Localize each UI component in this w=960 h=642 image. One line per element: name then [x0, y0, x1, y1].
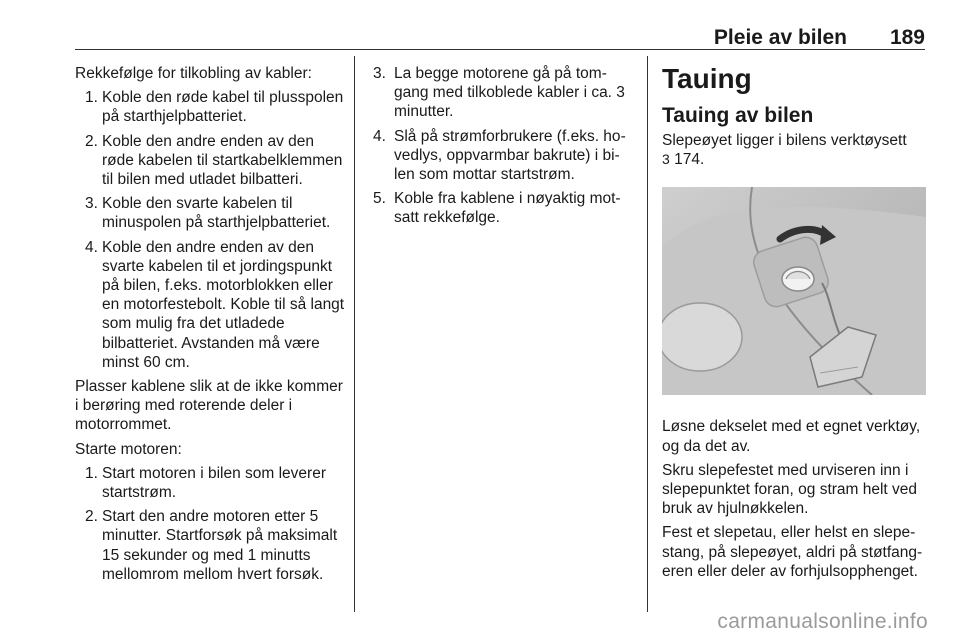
- start-intro: Starte motoren:: [75, 440, 182, 458]
- column-2: [373, 64, 635, 233]
- step-text: Start motoren i bilen som leverer startstrøm.: [102, 464, 326, 502]
- step-number: 4.: [85, 238, 98, 256]
- list-item: [373, 189, 635, 227]
- step-number: 5.: [373, 190, 386, 208]
- header-rule: [75, 49, 925, 50]
- step-text: Koble den andre enden av den svarte kabelen til et jordingspunkt på bilen, f.eks. motorblokken eller en motorfestebolt. Koble til så langt som mulig fra det utladede bilbatteriet. Avstanden må være minst 60 cm.: [102, 238, 345, 371]
- cable-order-intro: Rekkefølge for tilkobling av kabler:: [75, 65, 312, 82]
- subsection-heading: Tauing av bilen: [662, 104, 814, 127]
- continued-steps-list: [373, 64, 635, 228]
- step-text: Koble den røde kabel til plusspolen på starthjelpbatteriet.: [102, 89, 344, 126]
- step-text: La begge motorene gå på tomgang med tilkoblede kabler i ca. 3 minutter.: [394, 65, 625, 121]
- step-number: 3.: [85, 195, 98, 213]
- cable-steps-list: [75, 88, 347, 372]
- step-text: Start den andre motoren etter 5 minutter. Startforsøk på maksimalt 15 sekunder og med 1 minutts mellomrom mellom hvert forsøk.: [102, 508, 338, 583]
- page-reference-arrow-icon: 3: [662, 151, 670, 168]
- step-number: 2.: [85, 132, 98, 150]
- list-item: [75, 238, 347, 372]
- page-reference[interactable]: 174.: [674, 151, 705, 169]
- watermark: carmanualsonline.info: [717, 610, 928, 633]
- list-item: [75, 507, 347, 584]
- column-3: [662, 64, 928, 586]
- step-number: 1.: [85, 464, 98, 482]
- tow-eye-reference: [662, 131, 928, 169]
- tow-eye-illustration: [662, 187, 926, 395]
- step-text: Koble den andre enden av den røde kabelen til startkabelklemmen til bilen med utladet bilbatteri.: [102, 132, 343, 189]
- step-text: Slå på strømforbrukere (f.eks. hovedlys, oppvarmbar bakrute) i bilen som mottar startstrøm.: [394, 127, 626, 184]
- start-steps-list: [75, 464, 347, 584]
- section-heading: Tauing: [662, 63, 752, 94]
- step-number: 3.: [373, 65, 386, 82]
- step-number: 4.: [373, 127, 386, 145]
- list-item: [75, 194, 347, 232]
- step-number: 2.: [85, 508, 98, 526]
- step-number: 1.: [85, 89, 98, 107]
- list-item: [373, 64, 635, 122]
- instruction-attach-rope: Fest et slepetau, eller helst en slepestang, på slepeøyet, aldri på støtfangeren eller deler av forhjulsopphenget.: [662, 524, 923, 580]
- column-divider-2: [647, 56, 648, 612]
- cable-note: Plasser kablene slik at de ikke kommer i berøring med roterende deler i motorrommet.: [75, 378, 343, 434]
- list-item: [75, 88, 347, 126]
- step-text: Koble den svarte kabelen til minuspolen på starthjelpbatteriet.: [102, 195, 331, 232]
- reference-text: Slepeøyet ligger i bilens verktøysett: [662, 132, 907, 149]
- header-title: Pleie av bilen: [713, 26, 847, 49]
- list-item: [75, 132, 347, 190]
- instruction-screw-tow-eye: Skru slepefestet med urviseren inn i slepepunktet foran, og stram helt ved bruk av hjulnøkkelen.: [662, 461, 918, 518]
- list-item: [373, 127, 635, 185]
- instruction-remove-cover: Løsne dekselet med et egnet verktøy, og da det av.: [662, 418, 921, 455]
- column-1: [75, 64, 347, 589]
- list-item: [75, 464, 347, 502]
- tow-eye-cover-drawing: [662, 187, 926, 395]
- column-divider-1: [354, 56, 355, 612]
- page-number: 189: [889, 26, 925, 49]
- step-text: Koble fra kablene i nøyaktig motsatt rekkefølge.: [394, 190, 621, 227]
